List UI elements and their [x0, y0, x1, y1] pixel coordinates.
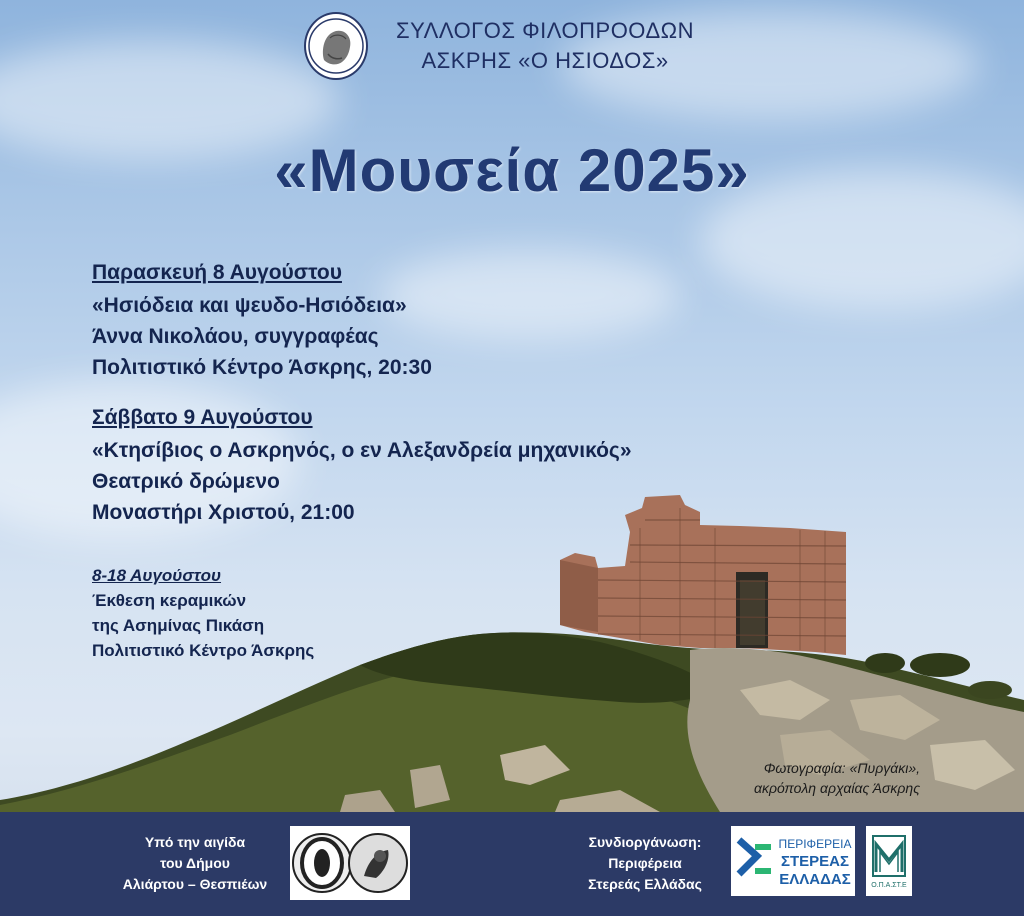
event-item [92, 402, 632, 528]
event-detail: Θεατρικό δρώμενο [92, 470, 280, 493]
region-logo-text [775, 836, 855, 889]
region-logo-line: ΣΤΕΡΕΑΣ [780, 853, 849, 870]
event-detail: Έκθεση κεραμικών [92, 591, 247, 610]
hesiod-head-logo-icon [304, 12, 368, 80]
photo-caption [690, 758, 920, 798]
event-item [92, 257, 432, 383]
coorganizer-line: Συνδιοργάνωση: [588, 834, 702, 850]
event-detail: Πολιτιστικό Κέντρο Άσκρης [92, 641, 315, 660]
coorganizer-line: Περιφέρεια [608, 855, 682, 871]
aegis-line: Υπό την αιγίδα [144, 834, 246, 850]
event-detail: της Ασημίνας Πικάση [92, 616, 265, 635]
organization-name [370, 16, 720, 76]
opaste-logo-text: Ο.Π.Α.ΣΤ.Ε [871, 882, 907, 889]
photo-caption-line2: ακρόπολη αρχαίας Άσκρης [753, 780, 920, 796]
aegis-line: του Δήμου [160, 855, 230, 871]
organization-name-line1: ΣΥΛΛΟΓΟΣ ΦΙΛΟΠΡΟΟΔΩΝ [396, 18, 694, 43]
event-detail: Μοναστήρι Χριστού, 21:00 [92, 501, 355, 524]
organization-name-line2: ΑΣΚΡΗΣ «Ο ΗΣΙΟΔΟΣ» [421, 48, 669, 73]
event-item [92, 563, 314, 663]
event-date: Σάββατο 9 Αυγούστου [92, 406, 313, 429]
region-logo-line: ΠΕΡΙΦΕΡΕΙΑ [778, 837, 852, 851]
event-detail: Πολιτιστικό Κέντρο Άσκρης, 20:30 [92, 356, 432, 379]
footer-bar [0, 812, 1024, 916]
photo-caption-line1: Φωτογραφία: «Πυργάκι», [763, 760, 920, 776]
aegis-text [110, 832, 280, 895]
organization-header [300, 10, 720, 82]
coorganizer-text [565, 832, 725, 895]
coorganizer-line: Στερεάς Ελλάδας [588, 876, 702, 892]
opaste-logo [866, 826, 912, 896]
event-detail: «Ησιόδεια και ψευδο-Ησιόδεια» [92, 294, 407, 317]
event-detail: Άννα Νικολάου, συγγραφέας [92, 325, 379, 348]
event-detail: «Κτησίβιος ο Ασκρηνός, ο εν Αλεξανδρεία μηχανικός» [92, 439, 632, 462]
event-date: 8-18 Αυγούστου [92, 566, 222, 585]
event-date: Παρασκευή 8 Αυγούστου [92, 261, 342, 284]
event-title: «Μουσεία 2025» [274, 137, 750, 204]
region-sterea-ellada-logo [731, 826, 855, 896]
region-logo-line: ΕΛΛΑΔΑΣ [779, 871, 851, 888]
aegis-line: Αλιάρτου – Θεσπιέων [122, 876, 268, 892]
municipality-coins-logo-icon [290, 826, 410, 900]
